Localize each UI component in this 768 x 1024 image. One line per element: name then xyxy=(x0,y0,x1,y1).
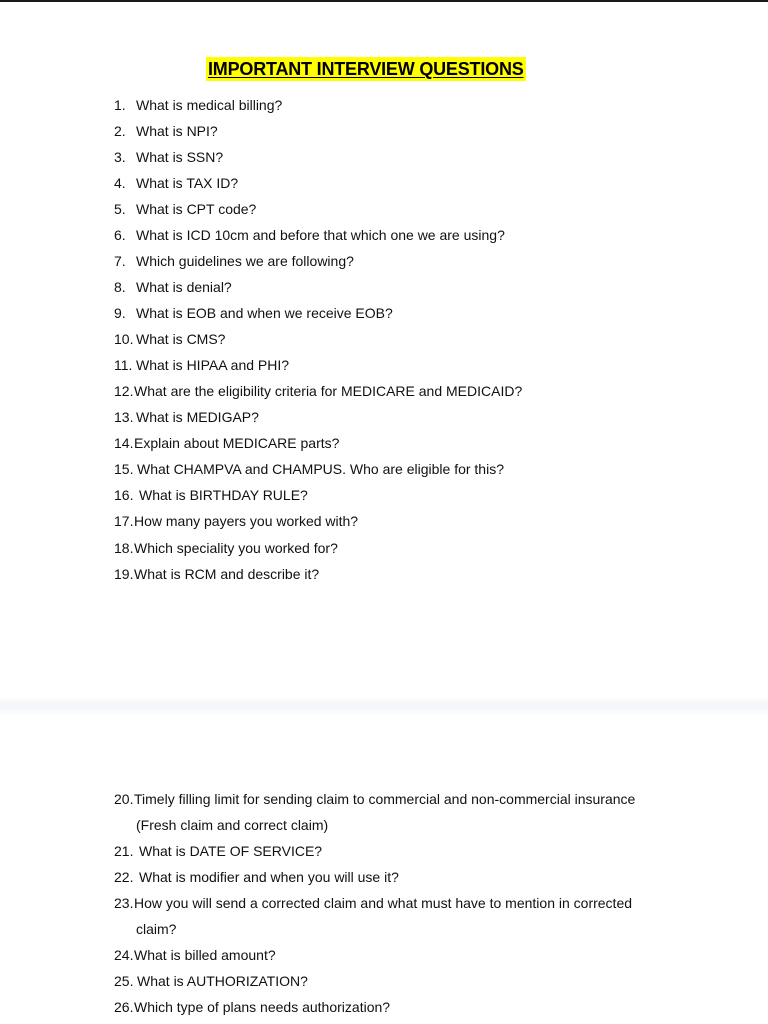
question-number: 20. xyxy=(114,791,134,807)
question-text: What is CMS? xyxy=(136,331,226,347)
question-text: What is medical billing? xyxy=(136,97,283,113)
question-item xyxy=(114,225,505,245)
question-item xyxy=(114,199,256,219)
question-text: What is ICD 10cm and before that which one we are using? xyxy=(136,227,505,243)
question-text: What is NPI? xyxy=(136,123,218,139)
document-title: IMPORTANT INTERVIEW QUESTIONS xyxy=(208,59,524,79)
question-text: Which speciality you worked for? xyxy=(134,540,338,556)
question-item xyxy=(114,381,522,401)
question-number: 17. xyxy=(114,513,134,529)
question-item xyxy=(114,329,225,349)
question-number: 11. xyxy=(114,357,133,373)
question-number: 16. xyxy=(114,487,134,503)
question-item xyxy=(114,433,339,453)
question-item xyxy=(114,355,289,375)
question-number: 22. xyxy=(114,869,134,885)
question-item xyxy=(114,147,223,167)
question-text: What are the eligibility criteria for MEDICARE and MEDICAID? xyxy=(134,383,523,399)
question-text: What is CPT code? xyxy=(136,201,257,217)
question-item xyxy=(114,564,319,584)
question-text: What is MEDIGAP? xyxy=(136,409,259,425)
question-text: What CHAMPVA and CHAMPUS. Who are eligible for this? xyxy=(137,461,504,477)
question-item xyxy=(114,971,308,991)
question-number: 26. xyxy=(114,999,134,1015)
question-item xyxy=(114,407,259,427)
question-text: What is AUTHORIZATION? xyxy=(137,973,308,989)
question-number: 8. xyxy=(114,279,126,295)
question-number: 25. xyxy=(114,973,134,989)
question-number: 9. xyxy=(114,305,126,321)
question-number: 19. xyxy=(114,566,134,582)
question-item xyxy=(114,173,238,193)
question-number: 7. xyxy=(114,253,126,269)
question-number: 23. xyxy=(114,895,134,911)
question-number: 6. xyxy=(114,227,126,243)
question-text: What is DATE OF SERVICE? xyxy=(139,843,323,859)
question-text: Timely filling limit for sending claim to commercial and non-commercial insurance xyxy=(134,791,636,807)
question-item xyxy=(114,303,393,323)
question-number: 13. xyxy=(114,409,134,425)
question-number: 1. xyxy=(114,97,126,113)
question-text: What is billed amount? xyxy=(134,947,276,963)
question-number: 18. xyxy=(114,540,134,556)
question-number: 5. xyxy=(114,201,126,217)
question-item xyxy=(114,841,322,861)
question-text: How many payers you worked with? xyxy=(134,513,359,529)
question-item xyxy=(114,867,399,887)
question-text: What is RCM and describe it? xyxy=(134,566,320,582)
question-text: How you will send a corrected claim and what must have to mention in corrected xyxy=(134,895,633,911)
question-text: Which type of plans needs authorization? xyxy=(134,999,391,1015)
question-number: 3. xyxy=(114,149,126,165)
question-number: 15. xyxy=(114,461,134,477)
question-text: Explain about MEDICARE parts? xyxy=(134,435,340,451)
question-item xyxy=(114,277,232,297)
question-number: 12. xyxy=(114,383,134,399)
question-item xyxy=(114,789,635,809)
question-text: What is HIPAA and PHI? xyxy=(136,357,290,373)
question-text: What is TAX ID? xyxy=(136,175,239,191)
question-text: Which guidelines we are following? xyxy=(136,253,354,269)
question-number: 24. xyxy=(114,947,134,963)
page-separator xyxy=(0,697,768,717)
question-item xyxy=(114,997,390,1017)
question-item xyxy=(114,251,354,271)
question-text: What is EOB and when we receive EOB? xyxy=(136,305,393,321)
question-item xyxy=(114,893,632,913)
question-item xyxy=(114,485,308,505)
question-text: What is modifier and when you will use it? xyxy=(139,869,399,885)
question-number: 4. xyxy=(114,175,126,191)
question-item xyxy=(114,121,218,141)
question-text: What is SSN? xyxy=(136,149,224,165)
question-item xyxy=(114,459,504,479)
question-continuation: claim? xyxy=(136,921,177,937)
question-item xyxy=(114,511,358,531)
question-number: 2. xyxy=(114,123,126,139)
question-item xyxy=(114,538,338,558)
page-top-border xyxy=(0,0,768,2)
question-item xyxy=(114,945,276,965)
question-item xyxy=(114,95,282,115)
question-text: What is denial? xyxy=(136,279,232,295)
question-number: 10. xyxy=(114,331,134,347)
question-number: 21. xyxy=(114,843,134,859)
question-text: What is BIRTHDAY RULE? xyxy=(139,487,308,503)
question-number: 14. xyxy=(114,435,134,451)
question-continuation: (Fresh claim and correct claim) xyxy=(136,817,329,833)
